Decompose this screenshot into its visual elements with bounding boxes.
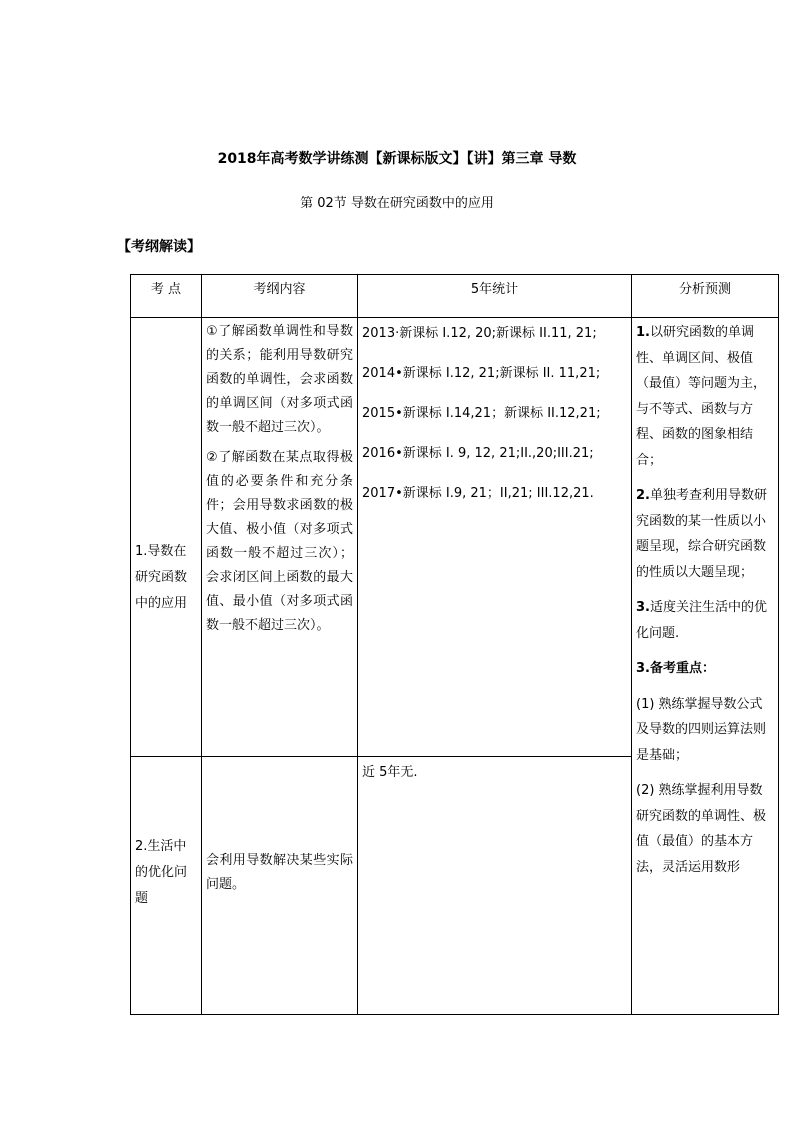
analysis-item: (1) 熟练掌握导数公式及导数的四则运算法则是基础； [636,696,767,763]
point-label: 2.生活中的优化问题 [135,839,188,906]
stats-line: 2017•新课标 I.9, 21；II,21; III.12,21. [362,486,594,501]
content-cell [202,757,358,1015]
stats-line: 2015•新课标 I.14,21；新课标 II.12,21; [362,406,601,421]
table-row [131,318,779,757]
stats-cell [358,757,632,1015]
document-title: 2018年高考数学讲练测【新课标版文】【讲】第三章 导数 [217,151,577,167]
stats-cell [358,318,632,757]
header-content: 考纲内容 [202,275,358,318]
content-paragraph: 会利用导数解决某些实际问题。 [206,853,353,892]
header-analysis: 分析预测 [632,275,779,318]
analysis-item: 1.以研究函数的单调性、单调区间、极值（最值）等问题为主，与不等式、函数与方程、函数的图象相结合； [636,325,767,468]
analysis-item: 3.适度关注生活中的优化问题. [636,600,767,641]
section-heading: 【考纲解读】 [117,239,201,255]
section-subtitle: 第 02节 导数在研究函数中的应用 [300,196,494,211]
header-point: 考 点 [131,275,202,318]
analysis-number: 3. [636,600,650,615]
analysis-number: 1. [636,325,650,340]
content-paragraph: ①了解函数单调性和导数的关系；能利用导数研究函数的单调性，会求函数的单调区间（对多项式函数一般不超过三次）。 [206,324,353,435]
content-cell [202,318,358,757]
stats-line: 2016•新课标 I. 9, 12, 21;II.,20;III.21; [362,446,594,461]
header-stats: 5年统计 [358,275,632,318]
stats-line: 2013·新课标 I.12, 20;新课标 II.11, 21; [362,326,597,341]
table-header-row [131,275,779,318]
stats-line: 2014•新课标 I.12, 21;新课标 II. 11,21; [362,366,601,381]
analysis-item: 2.单独考查利用导数研究函数的某一性质以小题呈现，综合研究函数的性质以大题呈现； [636,488,767,580]
point-cell [131,318,202,757]
content-paragraph: ②了解函数在某点取得极值的必要条件和充分条件；会用导数求函数的极大值、极小值（对多项式函数一般不超过三次）；会求闭区间上函数的最大值、最小值（对多项式函数一般不超过三次）。 [206,450,353,633]
point-label: 1.导数在研究函数中的应用 [135,544,188,611]
analysis-cell [632,318,779,1015]
analysis-item: 3.备考重点： [636,661,715,676]
analysis-item: (2) 熟练掌握利用导数研究函数的单调性、极值（最值）的基本方法，灵活运用数形 [636,783,767,875]
stats-line: 近 5年无. [362,765,418,780]
syllabus-table [130,274,779,1015]
point-cell [131,757,202,1015]
analysis-number: 2. [636,488,650,503]
